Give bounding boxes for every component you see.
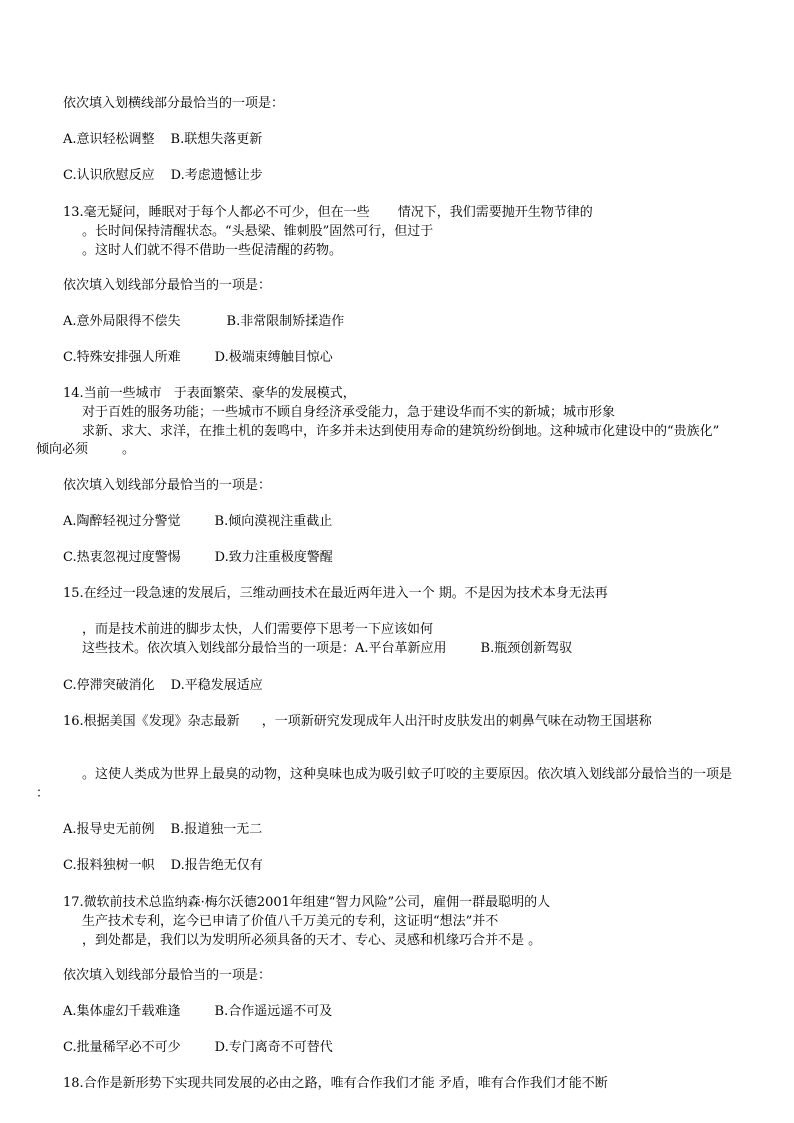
q13-stem-part2: 情况下，我们需要抛开生物节律的 xyxy=(397,205,593,220)
q14-stem-line3: 求新、求大、求洋，在推土机的轰鸣中，许多并未达到使用寿命的建筑纷纷倒地。这种城市化建设中的“贵族化” xyxy=(82,424,720,439)
q13-options-row1 xyxy=(63,314,344,330)
q15-option-d[interactable]: D.平稳发展适应 xyxy=(170,678,263,693)
q12-options-row1 xyxy=(63,132,262,148)
q17-stem-line3: ，到处都是，我们以为发明所必须具备的天才、专心、灵感和机缘巧合并不是 。 xyxy=(82,933,542,948)
q16-stem-part1: 16.根据美国《发现》杂志最新 xyxy=(63,714,240,729)
q15-option-c[interactable]: C.停滞突破消化 xyxy=(63,678,155,693)
q17-option-c[interactable]: C.批量稀罕必不可少 xyxy=(63,1040,181,1055)
q13-option-b[interactable]: B.非常限制矫揉造作 xyxy=(226,314,345,329)
q17-stem-line1: 17.微软前技术总监纳森·梅尔沃德2001年组建“智力风险”公司，雇佣一群最聪明的人 xyxy=(63,895,551,910)
q15-option-b[interactable]: B.瓶颈创新驾驭 xyxy=(480,641,573,656)
q15-stem-part3a: 这些技术。依次填入划线部分最恰当的一项是：A.平台革新应用 xyxy=(82,641,447,656)
q12-option-b[interactable]: B.联想失落更新 xyxy=(170,132,263,147)
q15-stem-line1: 15.在经过一段急速的发展后，三维动画技术在最近两年进入一个 期。不是因为技术本身无法再 xyxy=(63,586,608,601)
q16-option-b[interactable]: B.报道独一无二 xyxy=(170,822,263,837)
q17-option-a[interactable]: A.集体虚幻千载难逢 xyxy=(63,1004,181,1019)
q17-options-row1 xyxy=(63,1004,332,1020)
q13-stem-line1 xyxy=(63,205,593,221)
q16-stem-line1 xyxy=(63,714,652,730)
q15-stem-line3 xyxy=(82,641,572,657)
q13-option-d[interactable]: D.极端束缚触目惊心 xyxy=(214,350,333,365)
q16-option-a[interactable]: A.报导史无前例 xyxy=(63,822,155,837)
q14-options-row1 xyxy=(63,514,332,530)
q15-stem-line2: ，而是技术前进的脚步太快，人们需要停下思考一下应该如何 xyxy=(82,622,434,637)
q17-prompt: 依次填入划线部分最恰当的一项是： xyxy=(63,968,272,983)
q13-stem-line3: 。这时人们就不得不借助一些促清醒的药物。 xyxy=(82,243,343,258)
q12-option-c[interactable]: C.认识欣慰反应 xyxy=(63,168,155,183)
q17-option-d[interactable]: D.专门离奇不可替代 xyxy=(214,1040,333,1055)
q14-stem-part4b: 。 xyxy=(122,442,136,457)
q14-stem-line1 xyxy=(63,386,356,402)
q15-options-row2 xyxy=(63,678,263,694)
q14-stem-part2: 于表面繁荣、豪华的发展模式， xyxy=(173,386,356,401)
q18-stem-line1: 18.合作是新形势下实现共同发展的必由之路，唯有合作我们才能 矛盾，唯有合作我们才能不断 xyxy=(63,1076,608,1091)
q14-stem-line2: 对于百姓的服务功能；一些城市不顾自身经济承受能力，急于建设华而不实的新城；城市形象 xyxy=(82,405,616,420)
q14-options-row2 xyxy=(63,550,333,566)
q12-option-a[interactable]: A.意识轻松调整 xyxy=(63,132,155,147)
q14-option-b[interactable]: B.倾向漠视注重截止 xyxy=(214,514,333,529)
q13-option-a[interactable]: A.意外局限得不偿失 xyxy=(63,314,181,329)
q17-option-b[interactable]: B.合作遥远遥不可及 xyxy=(214,1004,333,1019)
q14-option-c[interactable]: C.热衷忽视过度警惕 xyxy=(63,550,181,565)
q16-option-c[interactable]: C.报料独树一帜 xyxy=(63,858,155,873)
q13-prompt: 依次填入划线部分最恰当的一项是： xyxy=(63,278,272,293)
q14-stem-line4 xyxy=(36,442,135,458)
q17-stem-line2: 生产技术专利，迄今已申请了价值八千万美元的专利，这证明“想法”并不 xyxy=(82,914,499,929)
q14-option-a[interactable]: A.陶醉轻视过分警觉 xyxy=(63,514,181,529)
q16-stem-line3: ： xyxy=(36,786,50,801)
q12-option-d[interactable]: D.考虑遗憾让步 xyxy=(170,168,263,183)
q13-stem-part1: 13.毫无疑问，睡眠对于每个人都必不可少，但在一些 xyxy=(63,205,370,220)
q14-stem-part4a: 倾向必须 xyxy=(36,442,89,457)
q16-options-row1 xyxy=(63,822,262,838)
q14-option-d[interactable]: D.致力注重极度警醒 xyxy=(214,550,333,565)
q14-stem-part1: 14.当前一些城市 xyxy=(63,386,162,401)
q12-prompt: 依次填入划横线部分最恰当的一项是： xyxy=(63,96,285,111)
q13-option-c[interactable]: C.特殊安排强人所难 xyxy=(63,350,181,365)
q13-stem-line2: 。长时间保持清醒状态。“头悬梁、锥刺股”固然可行，但过于 xyxy=(82,224,434,239)
q16-stem-part2: ，一项新研究发现成年人出汗时皮肤发出的刺鼻气味在动物王国堪称 xyxy=(261,714,652,729)
q12-options-row2 xyxy=(63,168,263,184)
q16-options-row2 xyxy=(63,858,263,874)
q14-prompt: 依次填入划线部分最恰当的一项是： xyxy=(63,478,272,493)
q17-options-row2 xyxy=(63,1040,333,1056)
q16-stem-line2: 。这使人类成为世界上最臭的动物，这种臭味也成为吸引蚊子叮咬的主要原因。依次填入划线部分最恰当的一项是 xyxy=(82,767,733,782)
q13-options-row2 xyxy=(63,350,333,366)
q16-option-d[interactable]: D.报告绝无仅有 xyxy=(170,858,263,873)
